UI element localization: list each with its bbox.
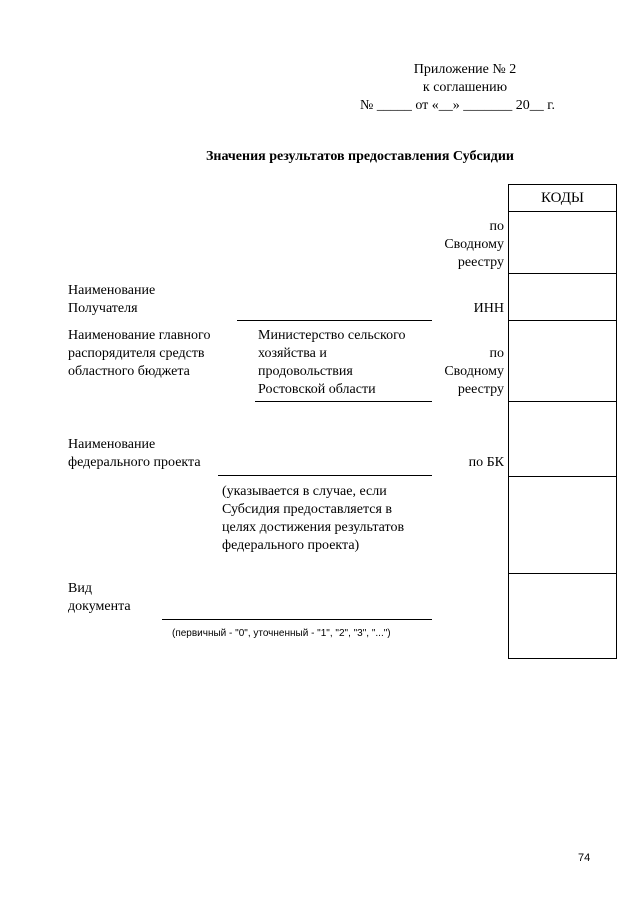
doc-type-input-line[interactable] — [162, 619, 432, 620]
label-line: областного бюджета — [68, 364, 190, 379]
value-line: хозяйства и — [258, 346, 327, 361]
code-cell-extra[interactable] — [508, 476, 617, 574]
note-line: федерального проекта) — [222, 538, 360, 553]
label-line: Сводному — [444, 364, 504, 379]
label-line: распорядителя средств — [68, 346, 205, 361]
page-title: Значения результатов предоставления Субсидии — [206, 149, 514, 164]
federal-project-note — [222, 483, 432, 555]
label-line: документа — [68, 599, 131, 614]
label-line: федерального проекта — [68, 455, 201, 470]
code-cell-svodny-reestr-2[interactable] — [508, 320, 617, 402]
inn-label: ИНН — [473, 301, 504, 316]
value-line: продовольствия — [258, 364, 353, 379]
label-line: реестру — [457, 255, 504, 270]
appendix-title: Приложение № 2 — [413, 62, 517, 77]
doc-type-label — [68, 580, 168, 616]
label-line: по — [489, 219, 504, 234]
main-manager-underline — [255, 401, 432, 402]
svodny-reestr-label-1 — [420, 218, 504, 272]
note-line: Субсидия предоставляется в — [222, 502, 393, 517]
main-manager-label — [68, 327, 238, 381]
label-line: Получателя — [68, 301, 138, 316]
code-cell-doc-type[interactable] — [508, 573, 617, 659]
label-line: Наименование — [68, 437, 156, 452]
recipient-label — [68, 282, 228, 318]
main-manager-value — [258, 327, 433, 399]
federal-project-input-line[interactable] — [218, 475, 432, 476]
code-cell-bk[interactable] — [508, 401, 617, 477]
codes-header: КОДЫ — [540, 190, 585, 206]
label-line: Вид — [68, 581, 92, 596]
appendix-number-line: № _____ от «__» _______ 20__ г. — [360, 98, 555, 113]
note-line: целях достижения результатов — [222, 520, 405, 535]
label-line: реестру — [457, 382, 504, 397]
recipient-input-line[interactable] — [237, 320, 432, 321]
svodny-reestr-label-2 — [420, 345, 504, 399]
codes-header-cell — [508, 184, 617, 212]
value-line: Ростовской области — [258, 382, 376, 397]
doc-type-note: (первичный - "0", уточненный - "1", "2", "3", "...") — [172, 628, 391, 639]
code-cell-inn[interactable] — [508, 273, 617, 321]
code-cell-svodny-reestr-1[interactable] — [508, 211, 617, 274]
federal-project-label — [68, 436, 238, 472]
label-line: Сводному — [444, 237, 504, 252]
appendix-agreement: к соглашению — [422, 80, 508, 95]
value-line: Министерство сельского — [258, 328, 406, 343]
label-line: Наименование главного — [68, 328, 211, 343]
page-number: 74 — [578, 852, 591, 864]
label-line: Наименование — [68, 283, 156, 298]
note-line: (указывается в случае, если — [222, 484, 387, 499]
label-line: по — [489, 346, 504, 361]
bk-label: по БК — [468, 455, 504, 470]
appendix-header — [360, 61, 580, 115]
